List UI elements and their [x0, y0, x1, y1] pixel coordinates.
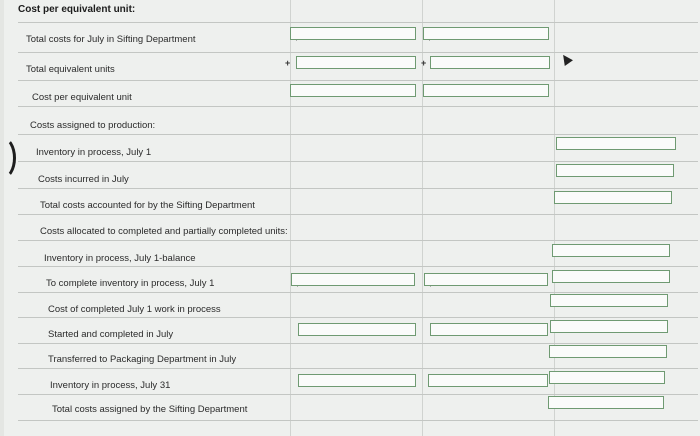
dm-cost-per-unit-input[interactable] [290, 84, 416, 97]
row-label-inventory-july31: Inventory in process, July 31 [50, 380, 171, 391]
conv-equivalent-units-input[interactable] [430, 56, 550, 69]
row-label-total-costs: Total costs for July in Sifting Department [26, 34, 196, 45]
dm-to-complete-input[interactable] [291, 273, 415, 286]
dm-inventory-july31-input[interactable] [298, 374, 416, 387]
row-label-total-equivalent-units: Total equivalent units [26, 64, 115, 75]
mouse-pointer-icon [559, 52, 573, 66]
conv-started-completed-input[interactable] [430, 323, 548, 336]
row-divider [18, 188, 698, 189]
cost-report-sheet [4, 0, 700, 436]
row-divider [18, 214, 698, 215]
row-divider [18, 368, 698, 369]
row-label-costs-assigned: Costs assigned to production: [30, 120, 156, 131]
row-label-started-completed: Started and completed in July [48, 329, 174, 340]
row-label-total-costs-accounted: Total costs accounted for by the Sifting Department [40, 200, 255, 211]
row-divider [18, 161, 698, 162]
row-divider [18, 106, 698, 107]
conv-total-costs-input[interactable] [423, 27, 549, 40]
row-divider [18, 394, 698, 395]
row-label-costs-incurred: Costs incurred in July [38, 174, 129, 185]
total-transferred-input[interactable] [549, 345, 667, 358]
total-costs-assigned-input[interactable] [548, 396, 664, 409]
row-divider [18, 266, 698, 267]
row-divider [18, 343, 698, 344]
total-costs-accounted-input[interactable] [554, 191, 672, 204]
total-to-complete-input[interactable] [552, 270, 670, 283]
dm-total-costs-input[interactable] [290, 27, 416, 40]
conv-to-complete-input[interactable] [424, 273, 548, 286]
conv-inventory-july31-input[interactable] [428, 374, 548, 387]
total-inventory-july1-input[interactable] [556, 137, 676, 150]
total-inventory-july31-input[interactable] [549, 371, 665, 384]
row-divider [18, 240, 698, 241]
divide-sign: + [421, 58, 427, 68]
row-label-inventory-balance: Inventory in process, July 1-balance [44, 253, 196, 264]
row-divider [18, 420, 698, 421]
row-divider [18, 22, 698, 23]
row-divider [18, 317, 698, 318]
page-title: Cost per equivalent unit: [18, 4, 136, 15]
conv-cost-per-unit-input[interactable] [423, 84, 549, 97]
row-divider [18, 134, 698, 135]
row-label-cost-completed: Cost of completed July 1 work in process [48, 304, 221, 315]
row-label-to-complete: To complete inventory in process, July 1 [46, 278, 215, 289]
row-label-costs-allocated: Costs allocated to completed and partially completed units: [40, 226, 288, 237]
total-inventory-balance-input[interactable] [552, 244, 670, 257]
total-costs-incurred-input[interactable] [556, 164, 674, 177]
row-divider [18, 52, 698, 53]
row-divider [18, 80, 698, 81]
total-started-completed-input[interactable] [550, 320, 668, 333]
row-label-total-costs-assigned: Total costs assigned by the Sifting Department [52, 404, 248, 415]
dm-started-completed-input[interactable] [298, 323, 416, 336]
divide-sign: + [285, 58, 291, 68]
row-divider [18, 292, 698, 293]
total-cost-completed-input[interactable] [550, 294, 668, 307]
row-label-transferred: Transferred to Packaging Department in July [48, 354, 237, 365]
row-label-inventory-july1: Inventory in process, July 1 [36, 147, 152, 158]
row-label-cost-per-unit: Cost per equivalent unit [32, 92, 132, 103]
dm-equivalent-units-input[interactable] [296, 56, 416, 69]
